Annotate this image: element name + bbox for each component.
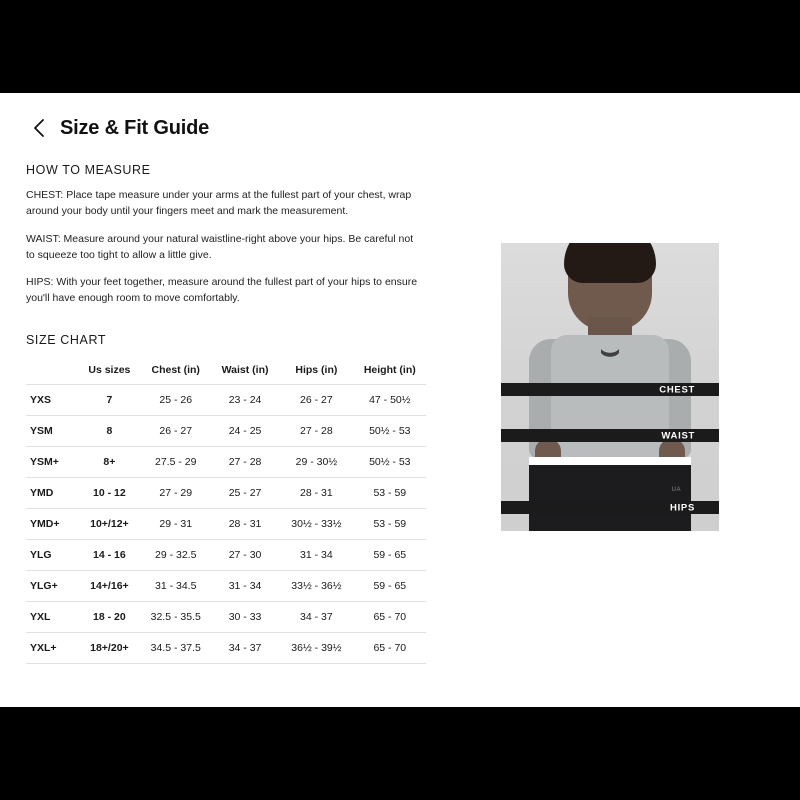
cell-chest: 26 - 27 xyxy=(141,415,211,446)
row-label: YMD+ xyxy=(26,508,78,539)
right-column xyxy=(446,141,774,664)
cell-us: 8 xyxy=(78,415,140,446)
cell-chest: 29 - 32.5 xyxy=(141,539,211,570)
cell-chest: 27.5 - 29 xyxy=(141,446,211,477)
column-header-hips: Hips (in) xyxy=(279,355,353,385)
row-label: YLG+ xyxy=(26,570,78,601)
model-measurement-photo xyxy=(501,243,719,531)
cell-chest: 29 - 31 xyxy=(141,508,211,539)
row-label: YXL xyxy=(26,601,78,632)
cell-hips: 33½ - 36½ xyxy=(279,570,353,601)
cell-waist: 28 - 31 xyxy=(211,508,279,539)
size-chart-body xyxy=(26,384,426,663)
cell-chest: 34.5 - 37.5 xyxy=(141,632,211,663)
page-header xyxy=(0,93,800,141)
size-chart-heading: SIZE CHART xyxy=(26,332,107,347)
cell-us: 8+ xyxy=(78,446,140,477)
cell-chest: 27 - 29 xyxy=(141,477,211,508)
cell-height: 53 - 59 xyxy=(354,477,426,508)
table-row xyxy=(26,508,426,539)
garment-tag-label: UA xyxy=(671,487,681,493)
table-row xyxy=(26,415,426,446)
how-to-measure-heading: HOW TO MEASURE xyxy=(26,163,151,177)
chest-band-label: CHEST xyxy=(659,384,695,395)
cell-waist: 27 - 28 xyxy=(211,446,279,477)
cell-height: 65 - 70 xyxy=(354,632,426,663)
cell-us: 18+/20+ xyxy=(78,632,140,663)
waist-band-label: WAIST xyxy=(661,430,695,441)
cell-height: 59 - 65 xyxy=(354,539,426,570)
cell-hips: 28 - 31 xyxy=(279,477,353,508)
chevron-left-icon[interactable] xyxy=(26,115,52,141)
hips-band-label: HIPS xyxy=(670,502,695,513)
cell-waist: 27 - 30 xyxy=(211,539,279,570)
table-row xyxy=(26,601,426,632)
cell-waist: 23 - 24 xyxy=(211,384,279,415)
cell-hips: 29 - 30½ xyxy=(279,446,353,477)
cell-us: 10+/12+ xyxy=(78,508,140,539)
cell-waist: 24 - 25 xyxy=(211,415,279,446)
cell-height: 65 - 70 xyxy=(354,601,426,632)
model-hair xyxy=(564,243,656,283)
row-label: YXL+ xyxy=(26,632,78,663)
cell-height: 47 - 50½ xyxy=(354,384,426,415)
cell-chest: 31 - 34.5 xyxy=(141,570,211,601)
table-row xyxy=(26,446,426,477)
size-chart-table xyxy=(26,355,426,664)
left-column xyxy=(26,141,446,664)
cell-hips: 26 - 27 xyxy=(279,384,353,415)
row-label: YLG xyxy=(26,539,78,570)
table-row xyxy=(26,570,426,601)
cell-us: 18 - 20 xyxy=(78,601,140,632)
row-label: YMD xyxy=(26,477,78,508)
row-label: YSM xyxy=(26,415,78,446)
page-content xyxy=(0,141,800,664)
table-row xyxy=(26,384,426,415)
cell-us: 14+/16+ xyxy=(78,570,140,601)
cell-height: 50½ - 53 xyxy=(354,415,426,446)
measure-paragraph-waist: WAIST: Measure around your natural waistline-right above your hips. Be careful not to squeeze too tight to allow a little give. xyxy=(26,232,414,261)
cell-waist: 25 - 27 xyxy=(211,477,279,508)
cell-height: 50½ - 53 xyxy=(354,446,426,477)
cell-chest: 25 - 26 xyxy=(141,384,211,415)
size-fit-guide-page xyxy=(0,93,800,707)
page-title: Size & Fit Guide xyxy=(60,116,210,139)
cell-hips: 30½ - 33½ xyxy=(279,508,353,539)
cell-us: 14 - 16 xyxy=(78,539,140,570)
cell-us: 7 xyxy=(78,384,140,415)
cell-hips: 31 - 34 xyxy=(279,539,353,570)
model-pants xyxy=(529,465,691,531)
cell-height: 53 - 59 xyxy=(354,508,426,539)
column-header-us-sizes: Us sizes xyxy=(78,355,140,385)
column-header-blank xyxy=(26,355,78,385)
row-label: YXS xyxy=(26,384,78,415)
table-row xyxy=(26,539,426,570)
measure-paragraph-chest: CHEST: Place tape measure under your arms at the fullest part of your chest, wrap around your body until your fingers meet and mark the measurement. xyxy=(26,189,412,218)
column-header-height: Height (in) xyxy=(354,355,426,385)
column-header-waist: Waist (in) xyxy=(211,355,279,385)
brand-logo-icon xyxy=(598,347,622,361)
cell-waist: 34 - 37 xyxy=(211,632,279,663)
column-header-chest: Chest (in) xyxy=(141,355,211,385)
measure-paragraph-hips: HIPS: With your feet together, measure around the fullest part of your hips to ensure you'll have enough room to move comfortably. xyxy=(26,276,418,305)
cell-chest: 32.5 - 35.5 xyxy=(141,601,211,632)
cell-waist: 30 - 33 xyxy=(211,601,279,632)
row-label: YSM+ xyxy=(26,446,78,477)
table-row xyxy=(26,632,426,663)
cell-hips: 27 - 28 xyxy=(279,415,353,446)
cell-us: 10 - 12 xyxy=(78,477,140,508)
table-row xyxy=(26,477,426,508)
cell-height: 59 - 65 xyxy=(354,570,426,601)
cell-hips: 34 - 37 xyxy=(279,601,353,632)
cell-waist: 31 - 34 xyxy=(211,570,279,601)
size-chart-header-row xyxy=(26,355,426,385)
cell-hips: 36½ - 39½ xyxy=(279,632,353,663)
